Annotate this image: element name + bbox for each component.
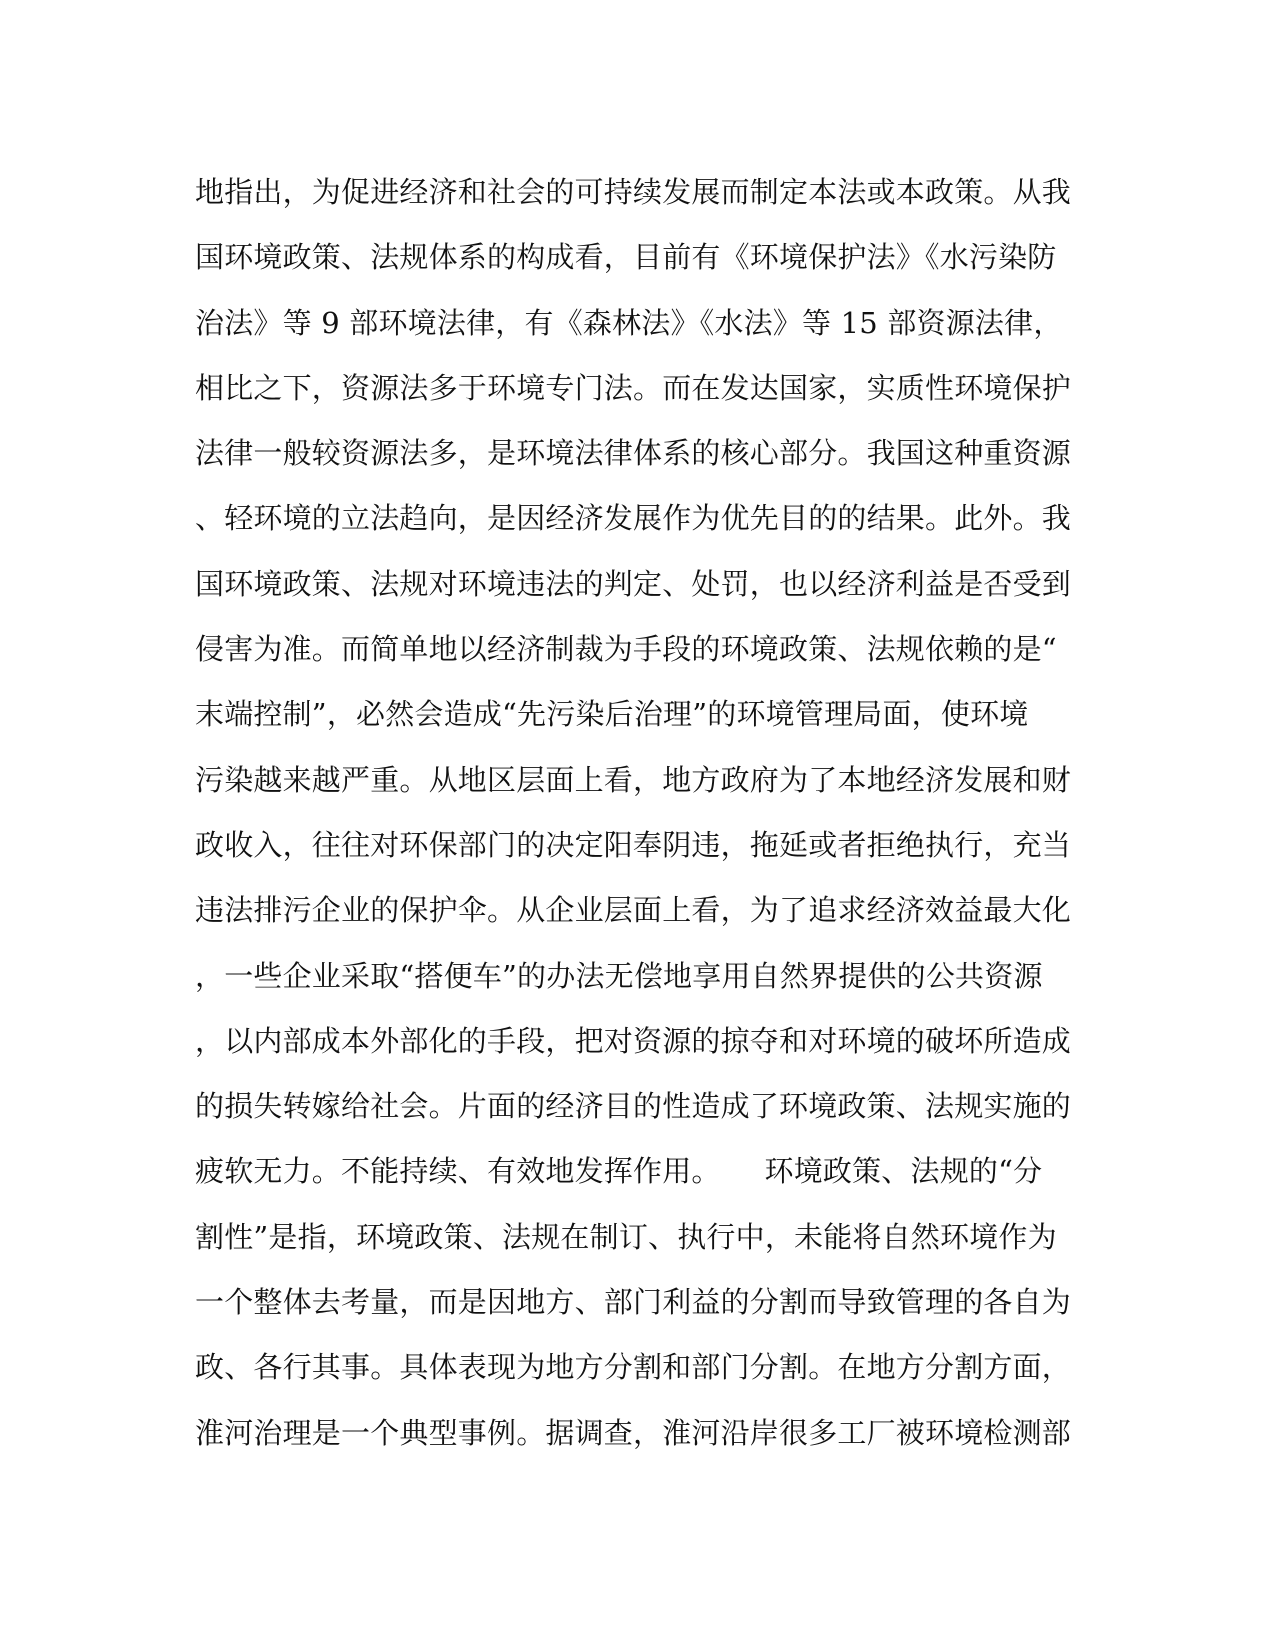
text-line: ，一些企业采取“搭便车”的办法无偿地享用自然界提供的公共资源 [195,958,1043,993]
text-line: 政收入，往往对环保部门的决定阳奉阴违，拖延或者拒绝执行，充当 [195,827,1072,862]
text-line: 国环境政策、法规体系的构成看，目前有《环境保护法》《水污染防 [195,240,1057,275]
text-line: 法律一般较资源法多，是环境法律体系的核心部分。我国这种重资源 [195,436,1072,471]
text-line: 治法》等 9 部环境法律，有《森林法》《水法》等 15 部资源法律， [195,305,1063,340]
text-line: ，以内部成本外部化的手段，把对资源的掠夺和对环境的破坏所造成 [195,1023,1072,1058]
text-line: 地指出，为促进经济和社会的可持续发展而制定本法或本政策。从我 [195,175,1072,209]
text-line: 国环境政策、法规对环境违法的判定、处罚，也以经济利益是否受到 [195,566,1072,601]
text-line: 淮河治理是一个典型事例。据调查，淮河沿岸很多工厂被环境检测部 [195,1415,1072,1450]
text-line: 违法排污企业的保护伞。从企业层面上看，为了追求经济效益最大化 [195,893,1072,928]
text-line: 侵害为准。而简单地以经济制裁为手段的环境政策、法规依赖的是“ [195,632,1057,667]
text-line: 末端控制”，必然会造成“先污染后治理”的环境管理局面，使环境 [195,697,1029,732]
text-line: 相比之下，资源法多于环境专门法。而在发达国家，实质性环境保护 [195,370,1072,405]
text-line: 的损失转嫁给社会。片面的经济目的性造成了环境政策、法规实施的 [195,1089,1072,1124]
text-line: 一个整体去考量，而是因地方、部门利益的分割而导致管理的各自为 [195,1285,1072,1320]
text-line: 疲软无力。不能持续、有效地发挥作用。 环境政策、法规的“分 [195,1154,1043,1189]
text-line: 政、各行其事。具体表现为地方分割和部门分割。在地方分割方面， [195,1350,1072,1385]
text-line: 污染越来越严重。从地区层面上看，地方政府为了本地经济发展和财 [195,762,1072,797]
text-line: 、轻环境的立法趋向，是因经济发展作为优先目的的结果。此外。我 [195,501,1072,536]
text-line: 割性”是指，环境政策、法规在制订、执行中，未能将自然环境作为 [195,1219,1057,1254]
body-text [195,160,1075,1466]
